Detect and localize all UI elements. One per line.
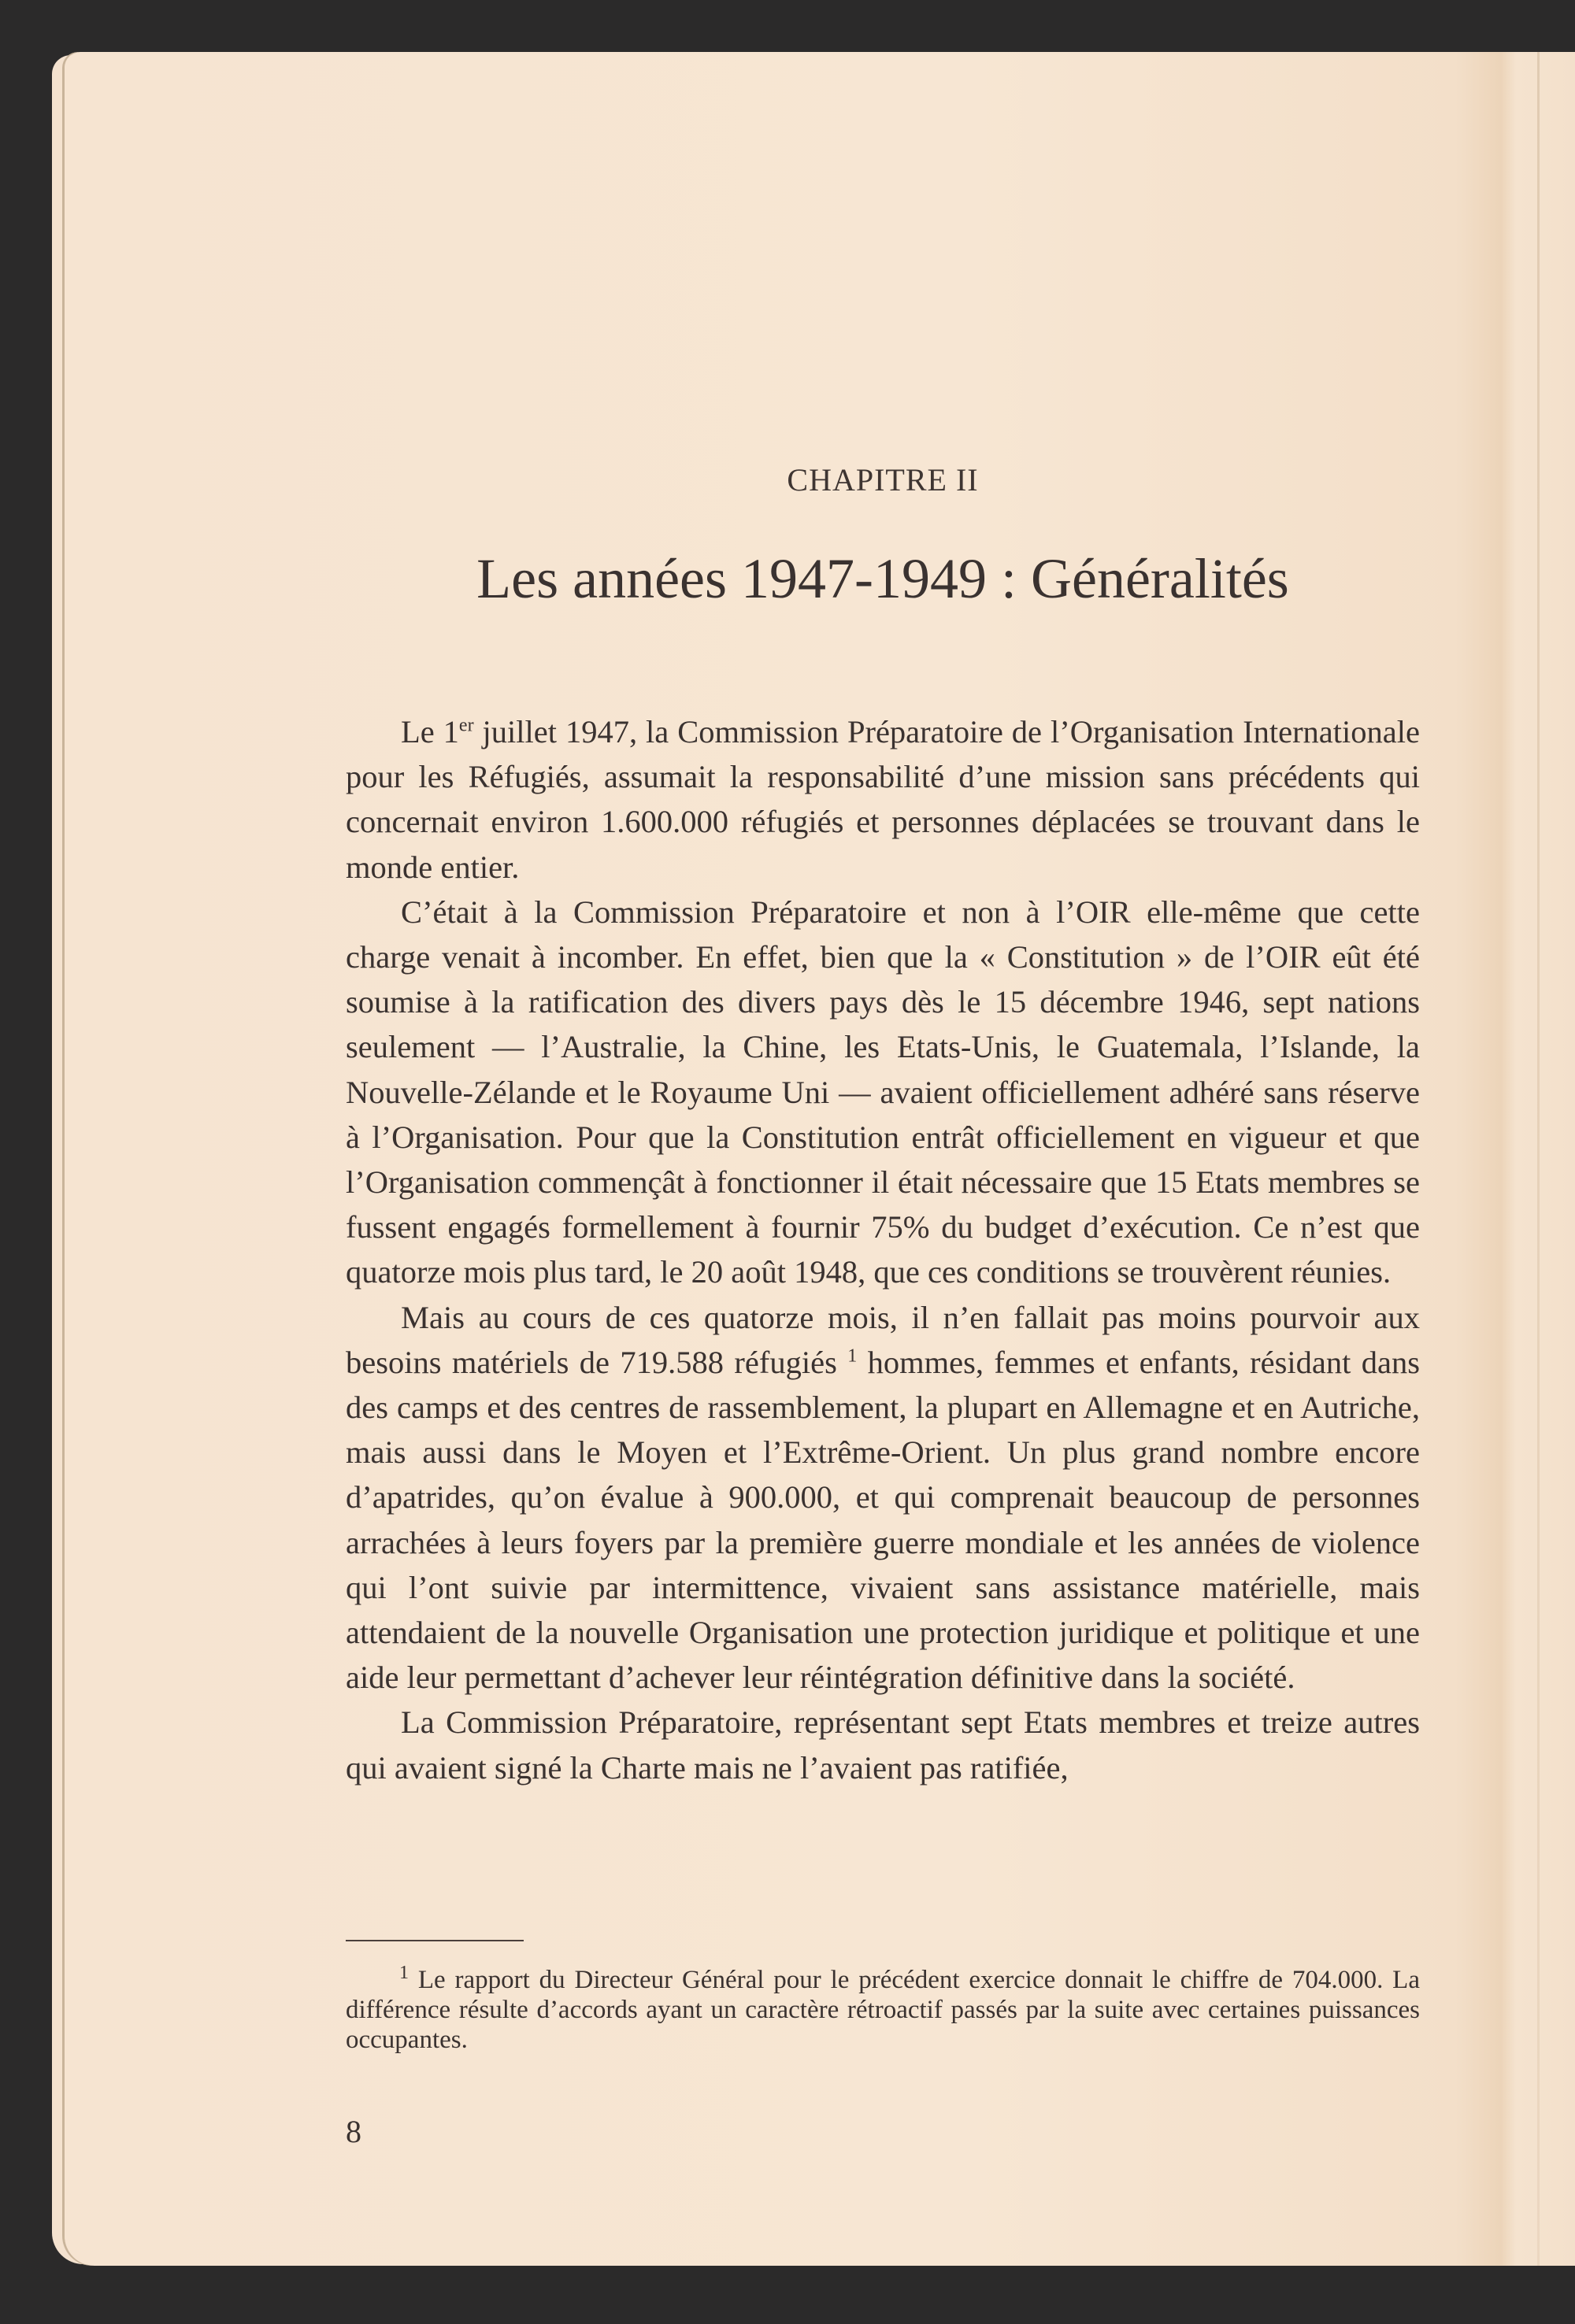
chapter-label: CHAPITRE II [787,462,979,498]
paragraph-3 [346,1295,1420,1700]
paragraph-1-start: Le 1 [401,714,459,749]
paragraph-3-rest: hommes, femmes et enfants, résidant dans des camps et des centres de rassemblement, la plupart en Allemagne et en Autriche, mais aussi dans le Moyen et l’Extrême-Orient. Un plus grand nombre encore d’apatrides, qu’on évalue à 900.000, et qui comprenait beaucoup de personnes arrachées à leurs foyers par la première guerre mondiale et les années de violence qui l’ont suivie par intermittence, vivaient sans assistance matérielle, mais attendaient de la nouvelle Organisation une protection juridique et politique et une aide leur permettant d’achever leur réintégration définitive dans la société. [346,1344,1420,1696]
body-text [346,709,1420,1790]
paragraph-1-rest: juillet 1947, la Commission Préparatoire de l’Organisation Internationale pour les Réfugiés, assumait la responsabilité d’une mission sans précédents qui concernait environ 1.600.000 réfugiés et personnes déplacées se trouvant dans le monde entier. [346,714,1420,885]
footnote-marker: 1 [399,1963,409,1983]
paragraph-4: La Commission Préparatoire, représentant sept Etats membres et treize autres qui avaient signé la Charte mais ne l’avaient pas ratifiée, [346,1704,1420,1786]
paragraph-3-start: Mais au cours de ces quatorze mois, il n’en fallait pas moins pourvoir aux besoins matériels de 719.588 réfugiés [346,1299,1420,1380]
ordinal-superscript: er [458,715,474,736]
footnote-text: Le rapport du Directeur Général pour le précédent exercice donnait le chiffre de 704.000. La différence résulte d’accords ayant un caractère rétroactif passés par la suite avec certaines puissances occupantes. [346,1966,1420,2054]
paragraph-1 [346,709,1420,890]
page-number: 8 [346,2114,361,2149]
page-fold-crease [1537,52,1540,2266]
footnote [346,1965,1420,2055]
paragraph-2: C’était à la Commission Préparatoire et non à l’OIR elle-même que cette charge venait à incomber. En effet, bien que la « Constitution » de l’OIR eût été soumise à la ratification des divers pays dès le 15 décembre 1946, sept nations seulement — l’Australie, la Chine, les Etats-Unis, le Guatemala, l’Islande, la Nouvelle-Zélande et le Royaume Uni — avaient officiellement adhéré sans réserve à l’Organisation. Pour que la Constitution entrât officiellement en vigueur et que l’Organisation commençât à fonctionner il était nécessaire que 15 Etats membres se fussent engagés formellement à fournir 75% du budget d’exécution. Ce n’est que quatorze mois plus tard, le 20 août 1948, que ces conditions se trouvèrent réunies. [346,894,1420,1290]
footnote-divider [346,1940,524,1941]
chapter-title: Les années 1947-1949 : Généralités [476,547,1289,610]
book-page [65,52,1575,2266]
footnote-reference[interactable]: 1 [847,1345,858,1367]
